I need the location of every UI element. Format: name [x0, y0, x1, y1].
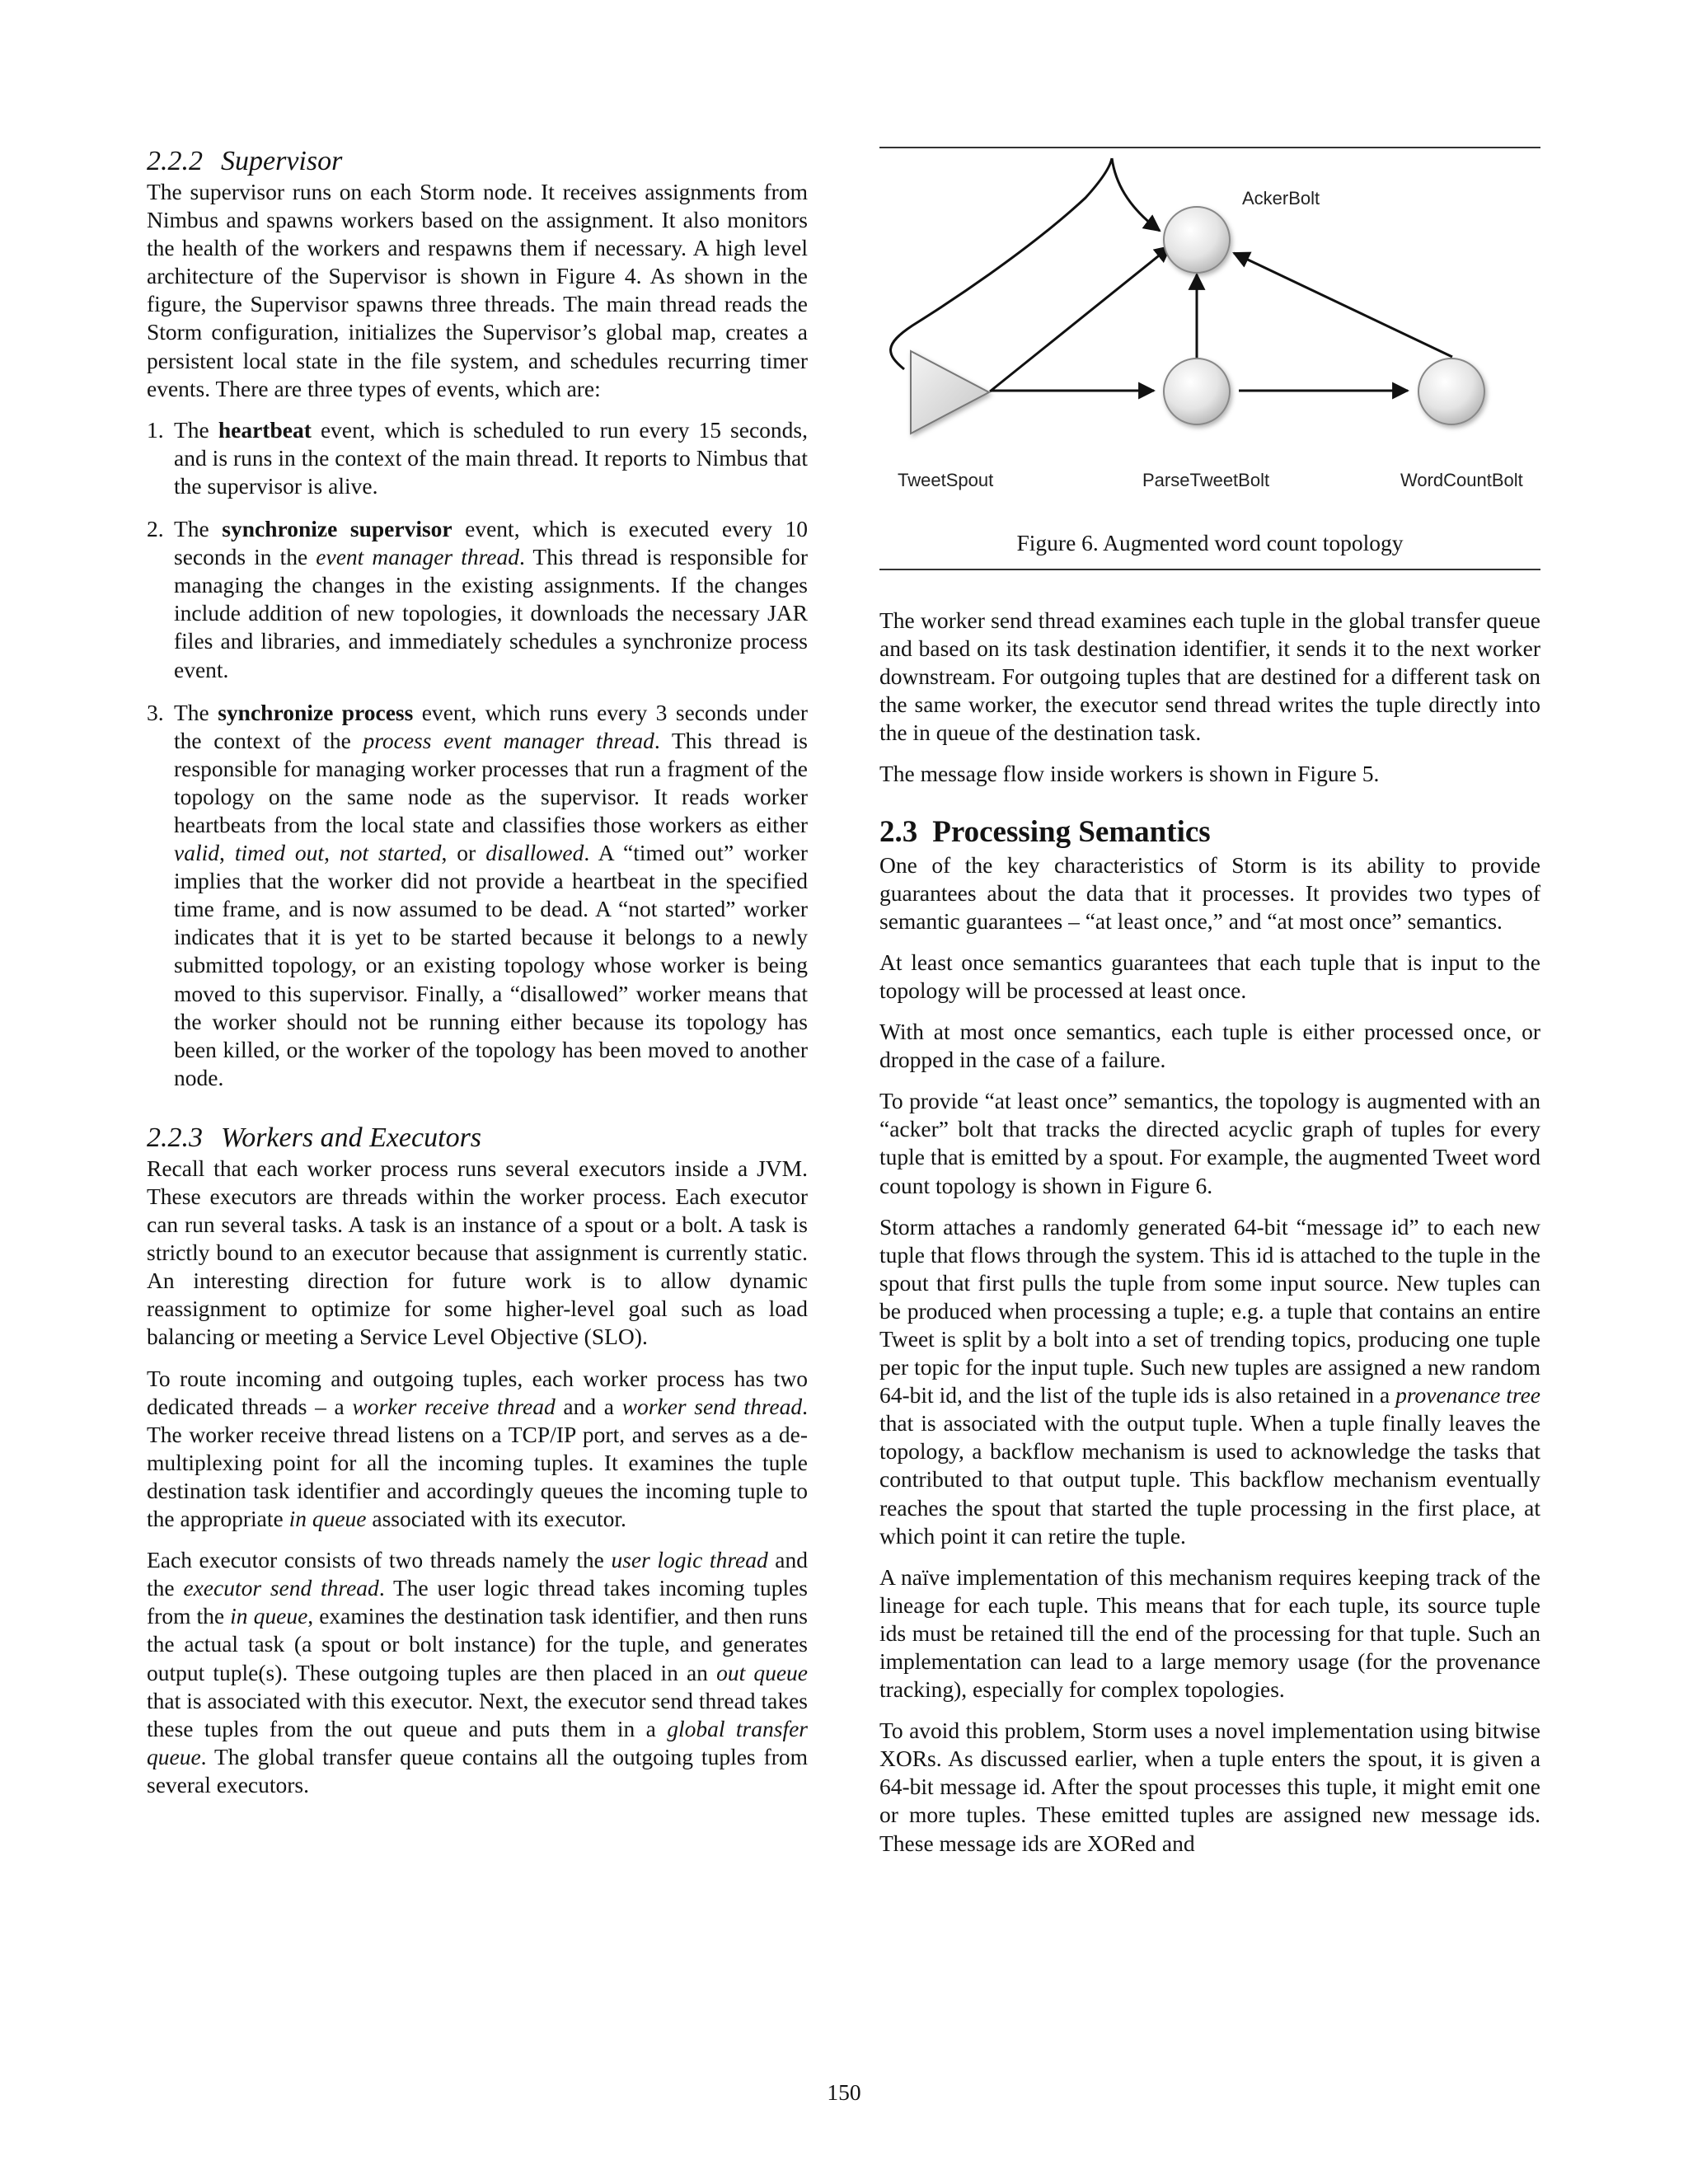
section-2-2-2-heading: 2.2.2 Supervisor: [147, 146, 343, 176]
send-thread-paragraph: The worker send thread examines each tuple in the global transfer queue and based on its task destination identifier, it sends it to the next worker downstream. For outgoing tuples that are destined for a different task on the same worker, the executor send thread writes the tuple directly into the in queue of the destination task.: [879, 607, 1540, 746]
semantics-paragraph-6: A naïve implementation of this mechanism requires keeping track of the lineage for each tuple. This means that for each tuple, its source tuple ids must be retained till the end of the processing for that tuple. Such an implementation can lead to a large memory usage (for the provenance tracking), especially for complex topologies.: [879, 1563, 1540, 1703]
semantics-paragraph-2: At least once semantics guarantees that each tuple that is input to the topology will be processed at least once.: [879, 949, 1540, 1003]
section-2-2-3-heading: 2.2.3 Workers and Executors: [147, 1122, 482, 1153]
wordcountbolt-label: WordCountBolt: [1400, 470, 1523, 490]
edge-count-to-acker: [1234, 253, 1452, 357]
list-item-synchronize-process: 3. The synchronize process event, which runs every 3 seconds under the context of the process event manager thread. This thread is responsible for managing worker processes that run a fragment of the topology on the same node as the supervisor. It reads worker heartbeats from the local state and classifies those workers as either valid, timed out, not started, or disallowed. A “timed out” worker implies that the worker did not provide a heartbeat in the specified time frame, and is now assumed to be dead. A “not started” worker indicates that it is yet to be started because it belongs to a newly submitted topology, or an existing topology whose worker is being moved to this supervisor. Finally, a “disallowed” worker means that the worker should not be running either because its topology has been killed, or the worker of the topology has been moved to another node.: [147, 699, 809, 1090]
semantics-paragraph-7: To avoid this problem, Storm uses a novel implementation using bitwise XORs. As discussed earlier, when a tuple enters the spout, it is given a 64-bit message id. After the spout processes this tuple, it might emit one or more tuples. These emitted tuples are assigned new message ids. These message ids are XORed and: [879, 1718, 1540, 1856]
workers-paragraph-2: To route incoming and outgoing tuples, each worker process has two dedicated threads – a worker receive thread and a worker send thread. The worker receive thread listens on a TCP/IP port, and serves as a de-multiplexing point for all the incoming tuples. It examines the tuple destination task identifier and accordingly queues the incoming tuple to the appropriate in queue associated with its executor.: [147, 1365, 808, 1532]
edge-spout-to-acker-loop: [891, 158, 1112, 369]
tweetspout-label: TweetSpout: [898, 470, 994, 490]
list-item-heartbeat: 1. The heartbeat event, which is scheduled to run every 15 seconds, and is runs in the context of the main thread. It reports to Nimbus that the supervisor is alive.: [147, 416, 809, 499]
right-column: [879, 147, 1540, 1871]
edge-acker-loop-to-acker: [1112, 158, 1160, 231]
semantics-paragraph-1: One of the key characteristics of Storm is its ability to provide guarantees about the data that it processes. It provides two types of semantic guarantees – “at least once,” and “at most once” semantics.: [879, 851, 1540, 934]
edge-spout-to-acker: [990, 246, 1170, 391]
ackerbolt-node: [1164, 207, 1230, 273]
topology-diagram: [879, 148, 1540, 529]
supervisor-paragraph: The supervisor runs on each Storm node. It receives assignments from Nimbus and spawns workers based on the assignment. It also monitors the health of the workers and respawns them if necessary. A high level architecture of the Supervisor is shown in Figure 4. As shown in the figure, the Supervisor spawns three threads. The main thread reads the Storm configuration, initializes the Supervisor’s global map, creates a persistent local state in the file system, and schedules recurring timer events. There are three types of events, which are:: [147, 179, 808, 401]
parsetweetbolt-node: [1164, 359, 1230, 424]
workers-paragraph-1: Recall that each worker process runs several executors inside a JVM. These executors are threads within the worker process. Each executor can run several tasks. A task is an instance of a spout or a bolt. A task is strictly bound to an executor because that assignment is currently static. An interesting direction for future work is to allow dynamic reassignment to optimize for some higher-level goal such as load balancing or meeting a Service Level Objective (SLO).: [147, 1155, 808, 1350]
figure-6-caption: Figure 6. Augmented word count topology: [1016, 530, 1404, 555]
semantics-paragraph-3: With at most once semantics, each tuple is either processed once, or dropped in the case of a failure.: [879, 1019, 1540, 1073]
section-2-3-heading: 2.3 Processing Semantics: [879, 814, 1211, 849]
workers-paragraph-3: Each executor consists of two threads namely the user logic thread and the executor send thread. The user logic thread takes incoming tuples from the in queue, examines the destination task identifier, and then runs the actual task (a spout or bolt instance) for the tuple, and generates output tuple(s). These outgoing tuples are then placed in an out queue that is associated with this executor. Next, the executor send thread takes these tuples from the out queue and puts them in a global transfer queue. The global transfer queue contains all the outgoing tuples from several executors.: [147, 1547, 808, 1797]
page-number: 150: [827, 2079, 861, 2105]
semantics-paragraph-4: To provide “at least once” semantics, the topology is augmented with an “acker” bolt that tracks the directed acyclic graph of tuples for every tuple that is emitted by a spout. For example, the augmented Tweet word count topology is shown in Figure 6.: [879, 1088, 1540, 1198]
list-item-synchronize-supervisor: 2. The synchronize supervisor event, which is executed every 10 seconds in the event manager thread. This thread is responsible for managing the changes in the existing assignments. If the changes include addition of new topologies, it downloads the necessary JAR files and libraries, and immediately schedules a synchronize process event.: [147, 516, 809, 682]
wordcountbolt-node: [1418, 359, 1484, 424]
figure-bottom-rule: [879, 569, 1540, 570]
parsetweetbolt-label: ParseTweetBolt: [1142, 470, 1270, 490]
figure-6: [879, 147, 1540, 570]
semantics-paragraph-5: Storm attaches a randomly generated 64-bit “message id” to each new tuple that flows through the system. This id is attached to the tuple in the spout that first pulls the tuple from some input source. New tuples can be produced when processing a tuple; e.g. a tuple that contains an entire Tweet is split by a bolt into a set of trending topics, producing one tuple per topic for the input tuple. Such new tuples are assigned a new random 64-bit id, and the list of the tuple ids is also retained in a provenance tree that is associated with the output tuple. When a tuple finally leaves the topology, a backflow mechanism is used to acknowledge the tasks that contributed to that output tuple. This backflow mechanism eventually reaches the spout that started the tuple processing in the first place, at which point it can retire the tuple.: [879, 1213, 1540, 1549]
ackerbolt-label: AckerBolt: [1242, 188, 1320, 209]
event-list: [147, 416, 808, 1092]
left-column: [147, 145, 808, 1812]
tweetspout-node: [911, 351, 989, 434]
message-flow-paragraph: The message flow inside workers is shown in Figure 5.: [879, 761, 1380, 787]
